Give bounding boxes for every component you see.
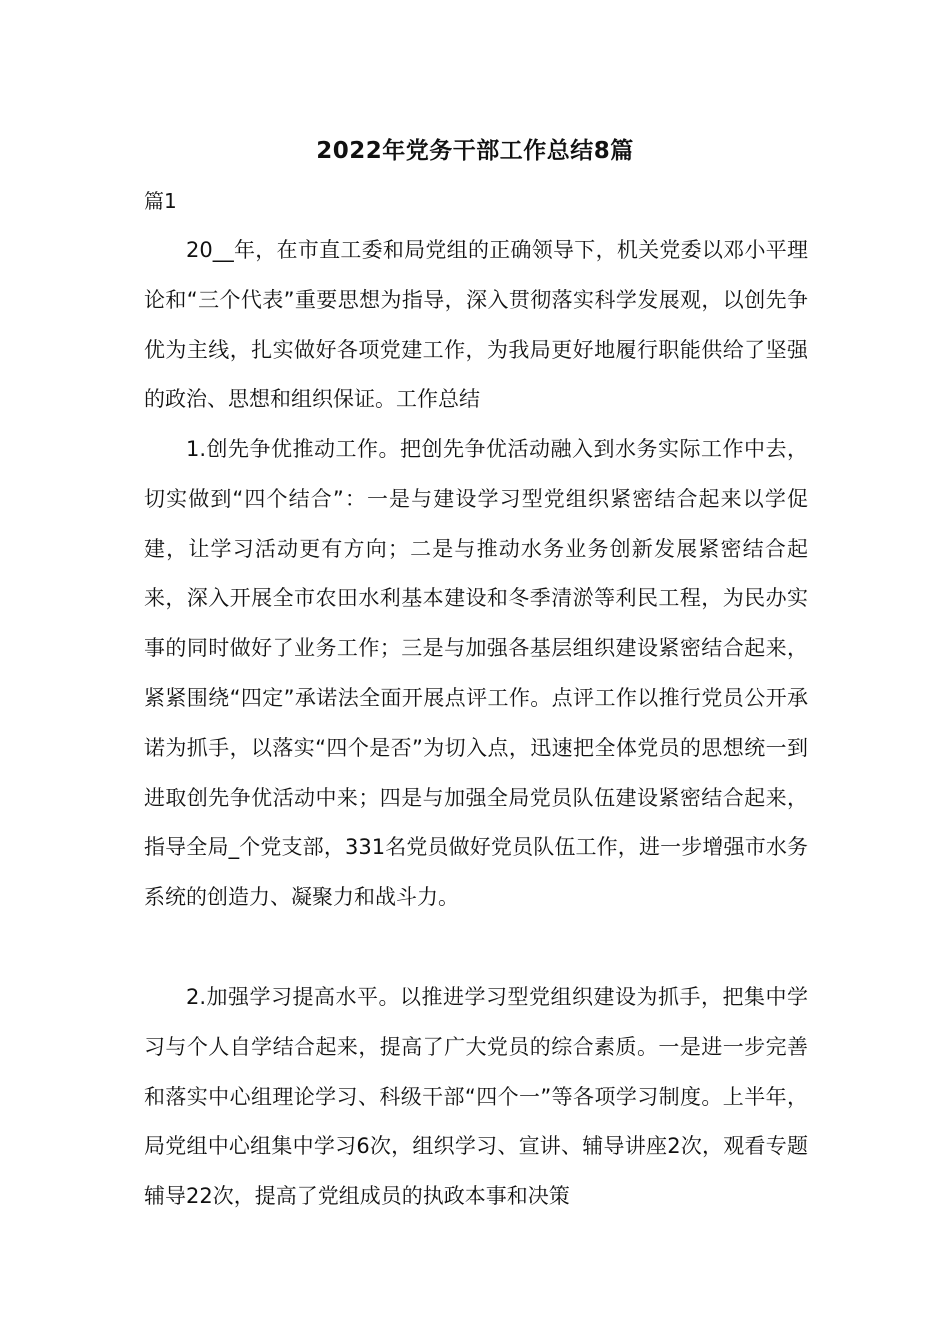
paragraph-3: 2.加强学习提高水平。以推进学习型党组织建设为抓手，把集中学习与个人自学结合起来，提高了广大党员的综合素质。一是进一步完善和落实中心组理论学习、科级干部“四个一”等各项学习制度。上半年，局党组中心组集中学习6次，组织学习、宣讲、辅导讲座2次，观看专题辅导22次，提高了党组成员的执政本事和决策	[144, 985, 808, 1209]
paragraph-2: 1.创先争优推动工作。把创先争优活动融入到水务实际工作中去，切实做到“四个结合”：一是与建设学习型党组织紧密结合起来以学促建，让学习活动更有方向；二是与推动水务业务创新发展紧密结合起来，深入开展全市农田水利基本建设和冬季清淤等利民工程，为民办实事的同时做好了业务工作；三是与加强各基层组织建设紧密结合起来，紧紧围绕“四定”承诺法全面开展点评工作。点评工作以推行党员公开承诺为抓手，以落实“四个是否”为切入点，迅速把全体党员的思想统一到进取创先争优活动中来；四是与加强全局党员队伍建设紧密结合起来，指导全局_个党支部，331名党员做好党员队伍工作，进一步增强市水务系统的创造力、凝聚力和战斗力。	[144, 437, 808, 910]
section-label: 篇1	[144, 189, 177, 213]
paragraph-1-block	[144, 226, 808, 425]
paragraph-1: 20__年，在市直工委和局党组的正确领导下，机关党委以邓小平理论和“三个代表”重要思想为指导，深入贯彻落实科学发展观，以创先争优为主线，扎实做好各项党建工作，为我局更好地履行职能供给了坚强的政治、思想和组织保证。工作总结	[144, 238, 808, 412]
paragraph-3-block	[144, 973, 808, 1222]
document-title: 2022年党务干部工作总结8篇	[316, 138, 634, 164]
paragraph-2-block	[144, 425, 808, 923]
